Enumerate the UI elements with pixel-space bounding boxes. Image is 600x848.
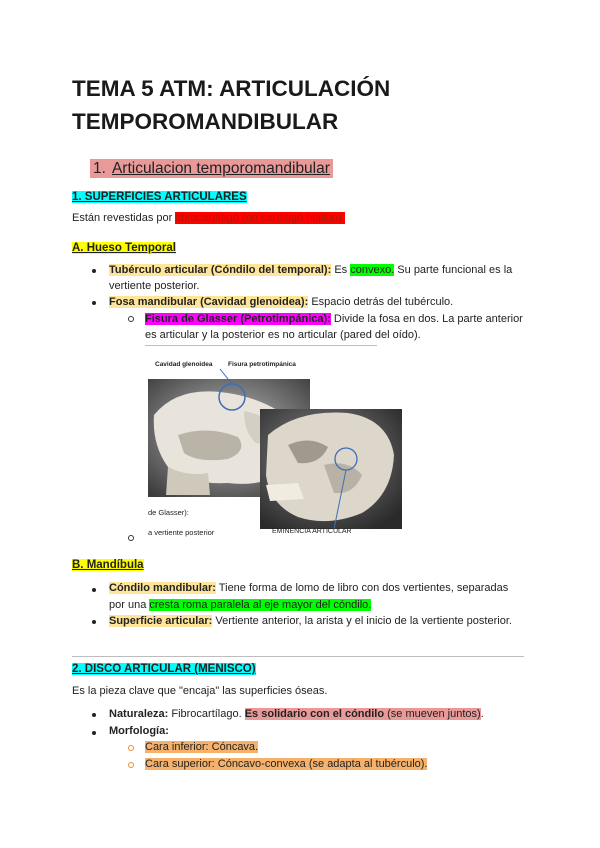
bullet-morfologia: Morfología: xyxy=(109,725,169,737)
bullet-condilo: Cóndilo mandibular: Tiene forma de lomo de libro con dos vertientes, separadas xyxy=(109,582,509,594)
img-label-eminencia: EMINENCIA ARTICULAR xyxy=(272,528,352,535)
section1-intro: Están revestidas por fibrocartílago (no cartílago hialino). xyxy=(72,212,345,224)
bullet-dot xyxy=(92,301,96,305)
bullet-tuberculo-cont: vertiente posterior. xyxy=(109,280,200,292)
bullet-fisura-cont: es articular y la posterior es no articular (pared del oído). xyxy=(145,329,421,341)
skull-figure xyxy=(148,355,402,543)
heading-text: Articulacion temporomandibular xyxy=(111,160,330,177)
bullet-dot xyxy=(92,269,96,273)
bullet-dot xyxy=(92,620,96,624)
bullet-condilo-cont: por una cresta roma paralela al eje mayor del cóndilo. xyxy=(109,599,372,611)
sub-bullet-circle xyxy=(128,745,134,751)
subsection-b-heading: B. Mandíbula xyxy=(72,559,144,571)
img-label-cavidad: Cavidad glenoidea xyxy=(155,361,213,368)
img-label-fisura: Fisura petrotimpánica xyxy=(228,361,296,368)
bullet-dot xyxy=(92,713,96,717)
bullet-fosa: Fosa mandibular (Cavidad glenoidea): Espacio detrás del tubérculo. xyxy=(109,296,454,308)
bullet-superficie: Superficie articular: Vertiente anterior, la arista y el inicio de la vertiente posterior. xyxy=(109,615,512,627)
sub-bullet-circle xyxy=(128,762,134,768)
bullet-dot xyxy=(92,731,96,735)
bullet-fisura: Fisura de Glasser (Petrotimpánica): Divide la fosa en dos. La parte anterior xyxy=(145,313,523,325)
sub-bullet-circle xyxy=(128,316,134,322)
section1-heading: 1. SUPERFICIES ARTICULARES xyxy=(72,191,247,203)
section2-intro: Es la pieza clave que "encaja" las superficies óseas. xyxy=(72,685,328,697)
sub-bullet-cara-inferior: Cara inferior: Cóncava. xyxy=(145,741,259,753)
sub-bullet-circle xyxy=(128,535,134,541)
img-label-vertiente: a vertiente posterior xyxy=(148,528,215,537)
sub-bullet-cara-superior: Cara superior: Cóncavo-convexa (se adapta al tubérculo). xyxy=(145,758,428,770)
section2-heading: 2. DISCO ARTICULAR (MENISCO) xyxy=(72,663,256,675)
underline-rule xyxy=(145,345,377,346)
page-title: TEMA 5 ATM: ARTICULACIÓN TEMPOROMANDIBULAR xyxy=(72,76,391,134)
section-heading-main xyxy=(90,160,333,178)
subsection-a-heading: A. Hueso Temporal xyxy=(72,242,176,254)
bullet-naturaleza: Naturaleza: Fibrocartílago. Es solidario con el cóndilo (se mueven juntos). xyxy=(109,708,484,720)
bullet-dot xyxy=(92,588,96,592)
bullet-tuberculo: Tubérculo articular (Cóndilo del temporal): Es convexo. Su parte funcional es la xyxy=(109,264,513,276)
heading-number: 1. xyxy=(93,160,106,177)
img-label-glasser: de Glasser): xyxy=(148,508,189,517)
divider xyxy=(72,656,524,657)
